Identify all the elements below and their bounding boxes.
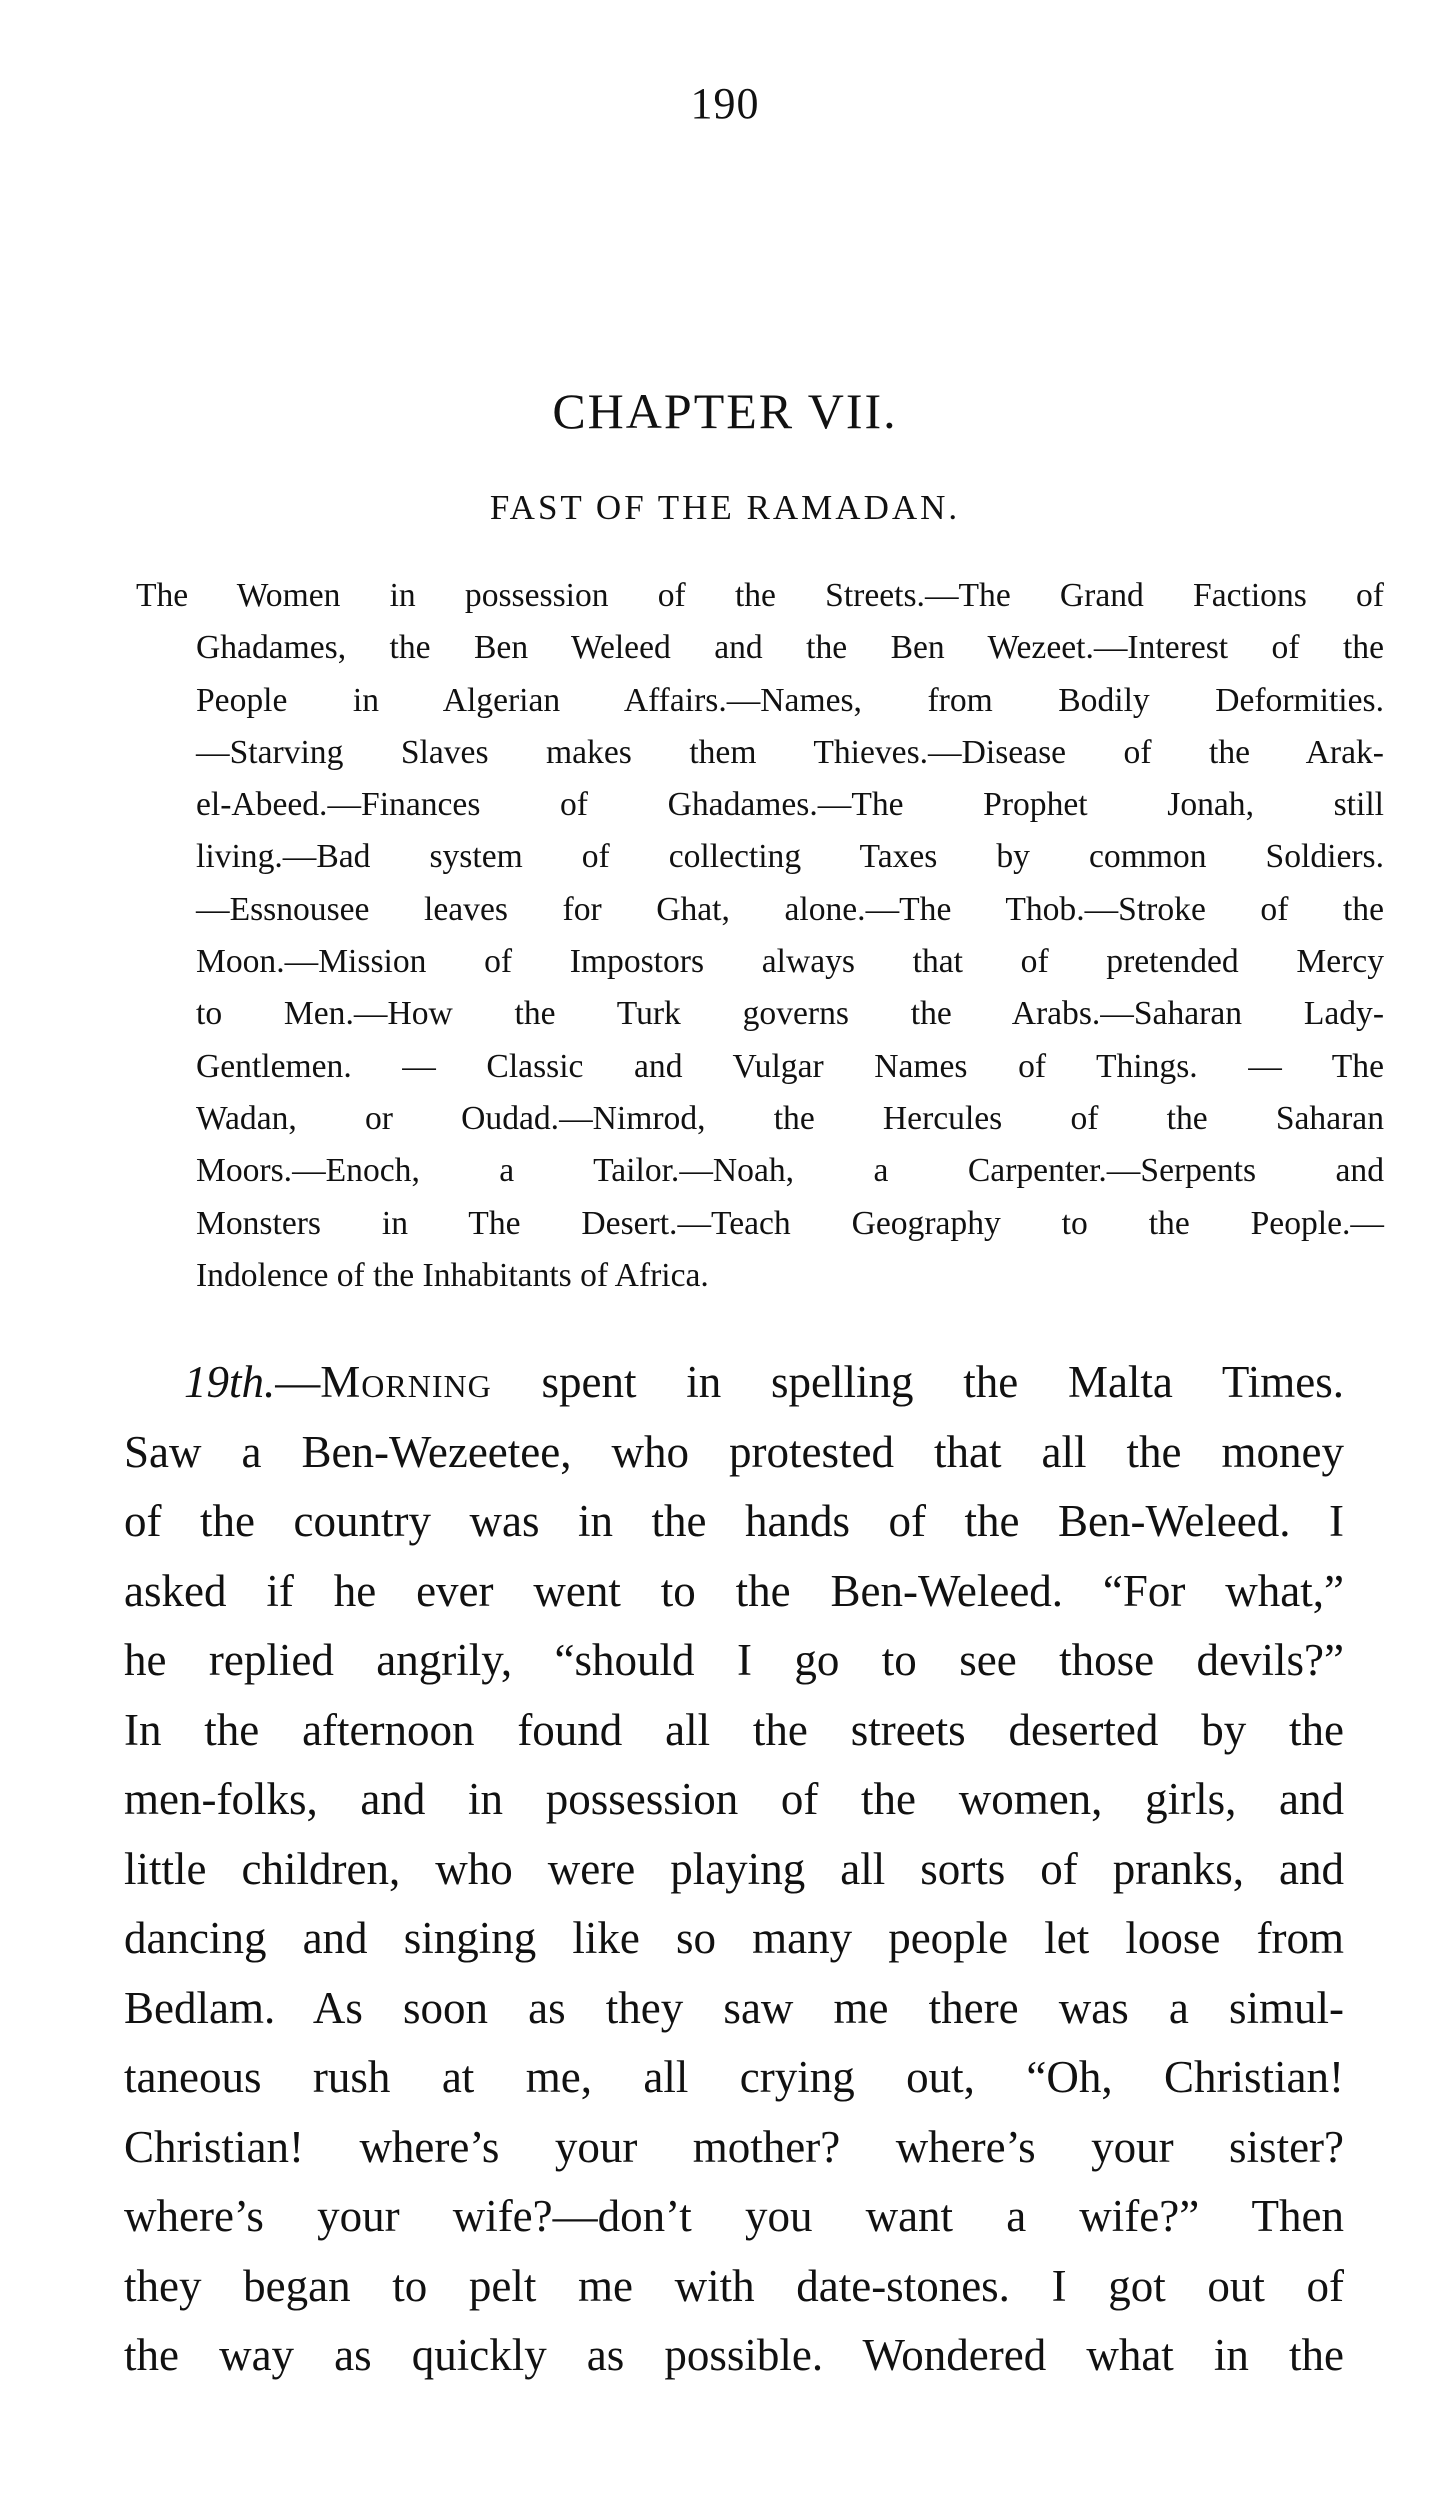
summary-line: to Men.—How the Turk governs the Arabs.—Saharan Lady- xyxy=(196,995,1384,1033)
body-line: men-folks, and in possession of the women, girls, and xyxy=(124,1774,1344,1824)
summary-line: living.—Bad system of collecting Taxes by common Soldiers. xyxy=(196,838,1384,876)
body-paragraph xyxy=(124,1348,1344,2391)
body-line: taneous rush at me, all crying out, “Oh, Christian! xyxy=(124,2052,1344,2102)
body-line: In the afternoon found all the streets deserted by the xyxy=(124,1704,1344,1755)
first-line-rest: spent in spelling the Malta Times. xyxy=(491,1357,1344,1407)
body-line: Bedlam. As soon as they saw me there was a simul- xyxy=(124,1982,1344,2033)
body-line: dancing and singing like so many people let loose from xyxy=(124,1913,1344,1963)
summary-line: People in Algerian Affairs.—Names, from Bodily Deformities. xyxy=(196,681,1384,719)
summary-line: Moon.—Mission of Impostors always that of pretended Mercy xyxy=(196,943,1384,981)
body-line: Saw a Ben-Wezeetee, who protested that all the money xyxy=(124,1426,1344,1477)
summary-line: Ghadames, the Ben Weleed and the Ben Wezeet.—Interest of the xyxy=(196,629,1384,667)
summary-line: —Essnousee leaves for Ghat, alone.—The Thob.—Stroke of the xyxy=(196,890,1384,928)
body-line: asked if he ever went to the Ben-Weleed. “For what,” xyxy=(124,1565,1344,1616)
summary-line: Indolence of the Inhabitants of Africa. xyxy=(196,1256,709,1294)
body-line: the way as quickly as possible. Wondered what in the xyxy=(124,2330,1344,2380)
chapter-summary xyxy=(136,570,1384,1302)
body-line: he replied angrily, “should I go to see those devils?” xyxy=(124,1635,1344,1685)
entry-dash: — xyxy=(275,1357,321,1407)
body-line: little children, who were playing all sorts of pranks, and xyxy=(124,1843,1344,1894)
summary-line: Gentlemen. — Classic and Vulgar Names of Things. — The xyxy=(196,1047,1384,1085)
body-first-line xyxy=(124,1348,1344,1418)
chapter-subtitle: FAST OF THE RAMADAN. xyxy=(489,488,961,527)
summary-line: Wadan, or Oudad.—Nimrod, the Hercules of the Saharan xyxy=(196,1099,1384,1137)
entry-date: 19th. xyxy=(184,1357,276,1407)
chapter-title: CHAPTER VII. xyxy=(552,383,898,439)
body-line: Christian! where’s your mother? where’s your sister? xyxy=(124,2121,1344,2172)
body-line: of the country was in the hands of the Ben-Weleed. I xyxy=(124,1496,1344,1546)
summary-line: Monsters in The Desert.—Teach Geography to the People.— xyxy=(196,1204,1384,1242)
body-line: where’s your wife?—don’t you want a wife?” Then xyxy=(124,2191,1344,2241)
summary-line: —Starving Slaves makes them Thieves.—Disease of the Arak- xyxy=(196,733,1384,771)
body-line: they began to pelt me with date-stones. I got out of xyxy=(124,2260,1344,2311)
summary-line: Moors.—Enoch, a Tailor.—Noah, a Carpenter.—Serpents and xyxy=(196,1152,1384,1190)
summary-line: el-Abeed.—Finances of Ghadames.—The Prophet Jonah, still xyxy=(196,786,1384,824)
page-number: 190 xyxy=(690,79,760,128)
summary-line: The Women in possession of the Streets.—The Grand Factions of xyxy=(136,577,1384,614)
lead-word: Morning xyxy=(320,1357,492,1407)
